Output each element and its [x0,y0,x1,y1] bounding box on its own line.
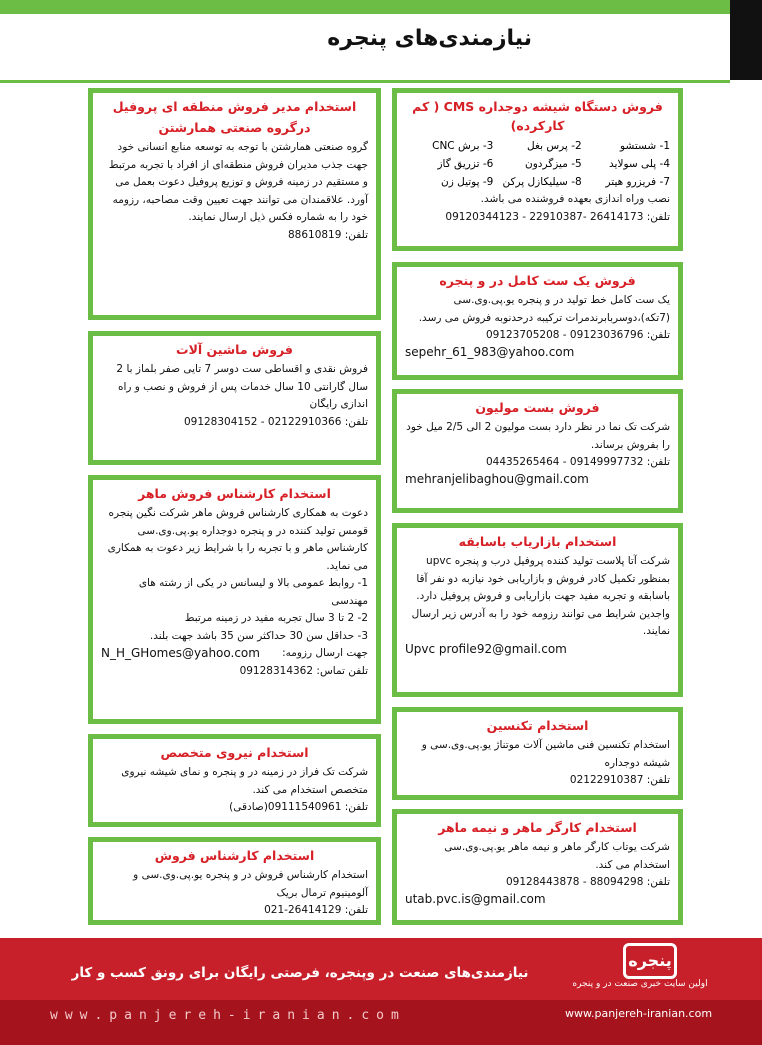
ad-phone: تلفن: 09111540961(صادقی) [229,801,368,813]
page-title: نیازمندی‌های پنجره [327,26,532,51]
ad-title: استخدام مدیر فروش منطقه ای پروفیل [112,99,357,114]
ad-subtitle: درگروه صنعتی همارشتن [158,120,311,135]
list-item: 8- سیلیکازل پرکن [502,176,582,188]
ad-body: دعوت به همکاری کارشناس فروش ماهر شرکت نگین پنجره قومس تولید کننده در و پنجره دوجداره یو.پی.وی.سی کارشناس ماهر و با تجربه را با شرایط زیر دعوت به همکاری می نماید. [107,507,368,572]
list-item: 7- فریزرو هیتر [605,176,670,188]
ad-body: شرکت یوتاب کارگر ماهر و نیمه ماهر یو.پی.وی.سی استخدام می کند. [444,841,670,871]
ad-phone: تلفن: 09123036796 - 09123705208 [485,329,670,341]
ad-title: استخدام کارشناس فروش ماهر [138,486,331,501]
ad-title: فروش بست مولیون [475,400,600,415]
ad-body: استخدام تکنسین فنی ماشین آلات موتناژ یو.پی.وی.سی و شیشه دوجداره [421,739,670,769]
list-item: 3- برش CNC [432,140,494,152]
ad-phone: تلفن: 26414173 -22910387 - 09120344123 [445,210,670,223]
ad-machinery-sale [88,331,381,465]
site-logo[interactable] [565,943,715,1001]
ad-body: استخدام کارشناس فروش در و پنجره یو.پی.وی.سی و آلومینیوم ترمال بریک [133,869,368,899]
logo-subtitle: اولین سایت خبری صنعت در و پنجره [572,979,708,989]
ad-technician [392,707,683,800]
ad-title: فروش دستگاه شیشه دوجداره CMS ( کم کارکرده) [412,99,663,133]
ad-condition: 1- روابط عمومی بالا و لیسانس در یکی از رشته های مهندسی [138,577,368,607]
ad-title: فروش یک ست کامل در و پنجره [439,273,636,288]
ad-body: یک ست کامل خط تولید در و پنجره یو.پی.وی.سی (7تکه)،دوسربابرندمرات ترکیبه درحدنوبه فروش می رسد. [418,294,670,324]
ad-title: استخدام بازاریاب باسابقه [458,534,617,549]
ad-phone: تلفن: 88610819 [287,228,368,241]
ad-email[interactable]: Upvc profile92@gmail.com [405,641,567,656]
ad-sales-expert [88,475,381,724]
ad-specialist [88,734,381,827]
ad-sales-specialist [88,837,381,925]
ad-email[interactable]: sepehr_61_983@yahoo.com [405,345,575,359]
ad-phone: تلفن: 09149997732 - 04435265464 [485,456,670,468]
ad-email[interactable]: utab.pvc.is@gmail.com [405,892,546,906]
ad-email[interactable]: mehranjelibaghou@gmail.com [405,472,589,486]
ad-body: شرکت تک نما در نظر دارد بست مولیون 2 الی 2/5 میل خود را بفروش برساند. [406,421,670,451]
ad-phone: تلفن: 88094298 - 09128443878 [506,876,670,888]
ad-body: گروه صنعتی همارشتن با توجه به توسعه منابع انسانی خود جهت جذب مدیران فروش منطقه‌ای از افراد با تجربه مرتبط و مستقیم در زمینه فروش و توزیع پروفیل دعوت بعمل می آورد. علاقمندان می توانند جهت تعیین وقت مصاحبه، رزومه خود را به شماره فکس ذیل ارسال نمایند. [108,141,368,223]
ad-body: فروش نقدی و اقساطی ست دوسر 7 تایی صفر بلماز با 2 سال گارانتی 10 سال خدمات پس از فروش و نصب و راه اندازی رایگان [116,363,368,410]
top-black-tab [730,0,762,80]
ad-phone: تلفن تماس: 09128314362 [239,664,368,677]
ad-email[interactable]: N_H_GHomes@yahoo.com [101,646,260,660]
ad-title: فروش ماشین آلات [176,342,293,357]
ad-phone: تلفن: 26414129-021 [264,904,368,916]
ad-condition: 2- 2 تا 3 سال تجربه مفید در زمینه مرتبط [184,612,368,624]
ad-title: استخدام کارگر ماهر و نیمه ماهر [438,820,637,835]
top-green-bar [0,0,730,14]
ad-marketer [392,523,683,697]
ad-phone: تلفن: 02122910366 - 09128304152 [183,415,368,428]
list-item: 6- تزریق گاز [437,158,494,170]
resume-row [101,645,368,663]
list-item: 4- پلی سولاید [609,158,670,170]
resume-label: جهت ارسال رزومه: [282,647,368,659]
list-item: 1- شستشو [620,140,670,152]
ad-door-window-set [392,262,683,380]
ad-phone: تلفن: 02122910387 [569,774,670,786]
footer-url-wide[interactable]: www.panjereh-iranian.com [50,1008,406,1023]
ad-title: استخدام تکنسین [486,718,589,733]
ad-body: شرکت تک فراز در زمینه در و پنجره و نمای شیشه نیروی متخصص استخدام می کند. [121,766,368,796]
ad-cms-machine [392,88,683,251]
logo-mark: پنجره [623,943,677,979]
footer-tagline: نیازمندی‌های صنعت در وپنجره، فرصتی رایگان برای رونق کسب و کار [71,965,529,981]
ad-body: نصب وراه اندازی بعهده فروشنده می باشد. [480,193,670,205]
ad-title: استخدام نیروی متخصص [160,745,309,760]
ad-body: شرکت آتا پلاست تولید کننده پروفیل درب و پنجره upvc بمنظور تکمیل کادر فروش و بازاریابی خود نیازبه دو نفر آقا باسابقه و تجربه مفید جهت بازاریابی و فروش پروفیل دارد. واجدین شرایط می توانند رزومه خود را به آدرس زیر ارسال نمایند. [411,555,670,637]
machine-list [405,137,670,191]
ad-skilled-worker [392,809,683,925]
ad-mullion [392,389,683,513]
list-item: 2- پرس بغل [527,140,582,152]
list-item: 5- میزگردون [525,158,582,170]
footer-url[interactable]: www.panjereh-iranian.com [565,1007,713,1020]
ad-condition: 3- حداقل سن 30 حداکثر سن 35 باشد جهت بلند. [149,629,368,642]
list-item: 9- پوتیل زن [441,176,494,188]
ad-regional-sales-manager [88,88,381,320]
ad-title: استخدام کارشناس فروش [154,848,315,863]
